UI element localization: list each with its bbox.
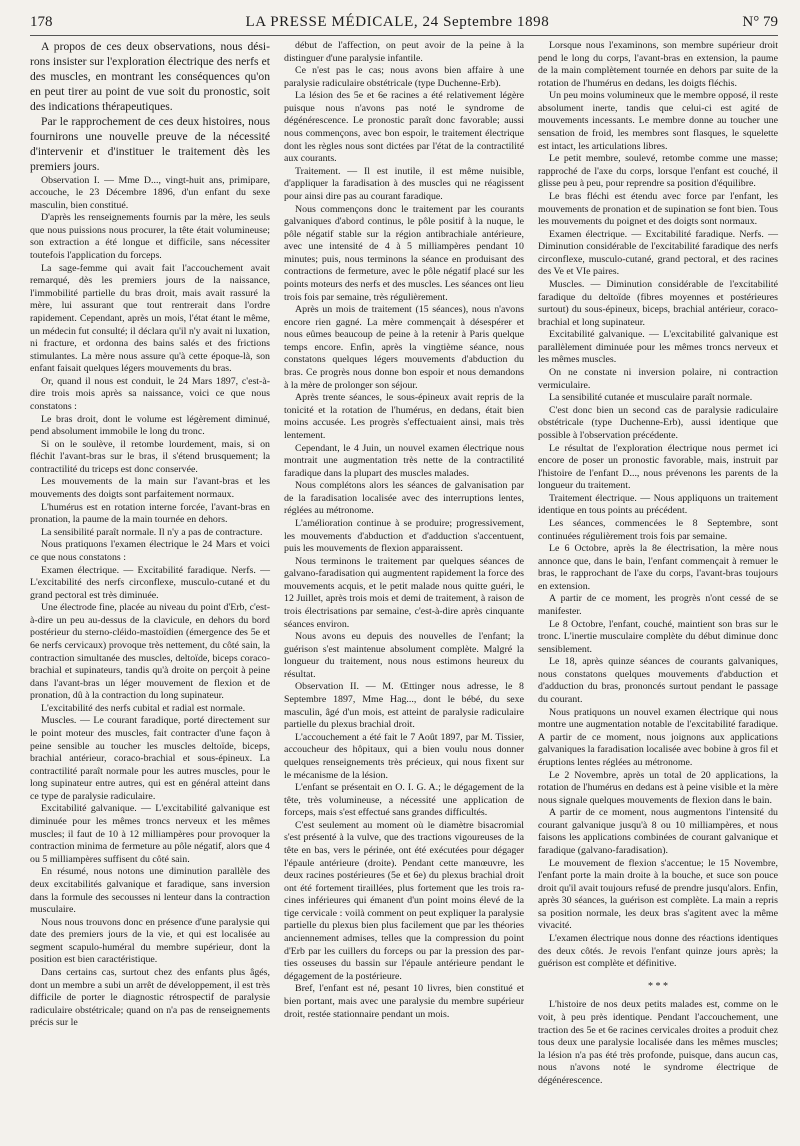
page-header (30, 14, 778, 36)
paragraph: Dans certains cas, surtout chez des enfants plus âgés, dont un membre a subi un arrêt de développement, il est très difficile de porter le diagnostic rétrospectif de paralysie radiculaire obstétricale; quand on n'a pas de renseignements précis sur le (30, 967, 270, 1029)
column-middle (284, 40, 524, 1088)
paragraph: Observation I. — Mme D..., vingt-huit ans, primipare, accouche, le 23 Décembre 1896, d'un enfant du sexe masculin, bien constitué. (30, 174, 270, 211)
column-left (30, 40, 270, 1088)
paragraph: début de l'affection, on peut avoir de la peine à la distinguer d'une paralysie infantile. (284, 40, 524, 64)
paragraph: L'excitabilité des nerfs cubital et radial est normale. (41, 702, 246, 714)
paragraph: Le 8 Octobre, l'enfant, couché, maintient son bras sur le tronc. L'inertie musculaire complète du début diminue donc sensiblement. (538, 618, 778, 655)
section-separator: * * * (648, 980, 668, 992)
paragraph: Muscles. — Le courant faradique, porté directement sur le point moteur des muscles, fait contracter d'une façon à peine sensible au toucher les muscles deltoïde, biceps, brachial antérieur, coraco-brachial et sous-épineux. La contractilité paraît normale pour les autres muscles, pour le long supinateur entre autres, qui est en général atteint dans ce type de paralysie radiculaire. (30, 715, 270, 802)
paragraph: La sensibilité cutanée et musculaire paraît normale. (549, 392, 753, 404)
paragraph: Traitement. — Il est inutile, il est même nuisible, d'appliquer la faradisation à des muscles qui ne réagissent pour ainsi dire pas au courant faradique. (284, 165, 524, 202)
paragraph: Un peu moins volumineux que le membre opposé, il reste absolument inerte, tandis que celui-ci est agité de mouvements incessants. Le membre donne au toucher une sensation de froid, les membres sont flasques, le squelette est intact, les articulations libres. (538, 90, 778, 152)
paragraph: C'est donc bien un second cas de paralysie radiculaire obstétricale (type Duchenne-Erb), aussi identique que possible à l'observation précédente. (538, 404, 778, 441)
paragraph: Or, quand il nous est conduit, le 24 Mars 1897, c'est-à-dire trois mois après sa naissance, voici ce que nous constatons : (30, 375, 270, 412)
paragraph: Nous pratiquons l'examen électrique le 24 Mars et voici ce que nous constatons : (30, 539, 270, 563)
paragraph: Nous complétons alors les séances de galvanisation par de la faradisation localisée avec des interruptions lentes, réglées au métronome. (284, 480, 524, 517)
paragraph: Traitement électrique. — Nous appliquons un traitement identique en tous points au précédent. (538, 492, 778, 517)
paragraph: Examen électrique. — Excitabilité faradique. Nerfs. — L'excitabilité des nerfs circonflexe, musculo-cutané et du grand pectoral est très diminuée. (30, 564, 270, 601)
paragraph: A propos de ces deux observations, nous désirons insister sur l'exploration électrique des nerfs et des muscles, en montrant les conséquences qu'on en peut tirer au point de vue soit du pronostic, soit des indications thérapeutiques. (30, 40, 270, 113)
paragraph: Le petit membre, soulevé, retombe comme une masse; rapproché de l'axe du corps, lorsque l'enfant est couché, il glisse peu à peu, pour reprendre sa position d'équilibre. (538, 153, 778, 190)
paragraph: A partir de ce moment, nous augmentons l'intensité du courant galvanique jusqu'à 8 ou 10 milliampères, et nous faisons les applications combinées de courant galvanique et faradique (galvano-faradisation). (538, 807, 778, 856)
paragraph: Lorsque nous l'examinons, son membre supérieur droit pend le long du corps, l'avant-bras en extension, la paume de la main complètement tournée en dehors par suite de la rotation de l'humérus en dedans, les doigts fléchis. (538, 40, 778, 89)
paragraph: L'humérus est en rotation interne forcée, l'avant-bras en pronation, la paume de la main tournée en dehors. (30, 501, 270, 526)
paragraph: D'après les renseignements fournis par la mère, les seuls que nous puissions nous procurer, la tête était volumineuse; son extraction a été longue et difficile, sans nécessiter toutefois l'application du forceps. (30, 212, 270, 262)
paragraph: Le 18, après quinze séances de courants galvaniques, nous constatons quelques mouvements d'abduction et d'adduction du bras, prononcés surtout pendant le passage du courant. (538, 656, 778, 706)
column-right (538, 40, 778, 1088)
issue-number: N° 79 (742, 14, 778, 30)
paragraph: Après trente séances, le sous-épineux avait repris de la tonicité et la rotation de l'humérus, en dedans, était bien moins accusée. Les progrès s'effectuaient ainsi, mais très lentement. (284, 392, 524, 441)
paragraph: L'enfant se présentait en O. I. G. A.; le dégagement de la tête, très volumineuse, a nécessité une application de forceps, mais s'est effectué sans grandes difficultés. (284, 782, 524, 819)
paragraph: La sensibilité paraît normale. Il n'y a pas de contracture. (41, 526, 263, 538)
paragraph: Les séances, commencées le 8 Septembre, sont continuées régulièrement trois fois par semaine. (538, 517, 778, 542)
paragraph: Excitabilité galvanique. — L'excitabilité galvanique est parallèlement diminuée pour les mêmes troncs nerveux et les mêmes muscles. (538, 329, 778, 366)
paragraph: Le bras droit, dont le volume est légèrement diminué, pend absolument immobile le long du tronc. (30, 413, 270, 438)
paragraph: L'accouchement a été fait le 7 Août 1897, par M. Tissier, accoucheur des hôpitaux, qui a bien voulu nous donner quelques renseignements très précieux, qui nous fixent sur le mécanisme de la lésion. (284, 731, 524, 781)
paragraph: Bref, l'enfant est né, pesant 10 livres, bien constitué et bien portant, mais avec une paralysie du membre supérieur droit, restée stationnaire pendant un mois. (284, 983, 524, 1020)
paragraph: Nous commençons donc le traitement par les courants galvaniques d'abord continus, le pôle positif à la nuque, le pôle négatif stable sur la région antibrachiale antérieure, avec une intensité de 4 à 5 milliampères pendant 10 minutes; puis, nous terminons la séance en produisant des contractions de fermeture, avec le pôle négatif placé sur les points moteurs des nerfs et des muscles. Les séances ont lieu trois fois par semaine, très régulièrement. (284, 203, 524, 303)
paragraph: Excitabilité galvanique. — L'excitabilité galvanique est diminuée pour les mêmes troncs nerveux et les mêmes muscles; il faut de 10 à 12 milliampères pour provoquer la contraction minima de fermeture au pôle négatif, alors que 4 ou 5 milliampères suffisent du côté sain. (30, 803, 270, 865)
text-columns (30, 40, 778, 1088)
paragraph: Une électrode fine, placée au niveau du point d'Erb, c'est-à-dire un peu au-dessus de la clavicule, en dehors du bord postérieur du sterno-cléido-mastoïdien (émergence des 5e et 6e nerfs cervicaux) provoque très nettement, du côté sain, la contraction simultanée des muscles, deltoïde, biceps coraco-brachial et supinateurs, tandis qu'à droite on perçoit à peine dans l'avant-bras un léger mouvement de flexion et de pronation, dû à la contraction du long supinateur. (30, 602, 270, 702)
paragraph: Après un mois de traitement (15 séances), nous n'avons encore rien gagné. La mère commençait à désespérer et nous eûmes beaucoup de peine à la retenir à Paris quelque temps encore. Enfin, après la vingtième séance, nous constatons quelques légers mouvements d'abduction du bras. Ce progrès nous donne bon espoir et nous demandons à la mère de prolonger son séjour. (284, 304, 524, 391)
paragraph: Le 6 Octobre, après la 8e électrisation, la mère nous annonce que, dans le bain, l'enfant commençait à remuer le bras, le rapprochant de l'axe du corps, l'avant-bras toujours en extension. (538, 543, 778, 592)
paragraph: Le résultat de l'exploration électrique nous permet ici encore de poser un pronostic favorable, mais, instruit par l'histoire de l'enfant D..., nous prévenons les parents de la longueur du traitement. (538, 442, 778, 492)
column-right-body (538, 40, 778, 971)
paragraph: Le mouvement de flexion s'accentue; le 15 Novembre, l'enfant porte la main droite à la bouche, et suce son pouce droit qu'il avait toujours refusé de prendre jusqu'alors. Enfin, après 30 séances, la guérison est complète. La main a repris sa position normale, les deux bras s'agitent avec la même vivacité. (538, 857, 778, 932)
paragraph: Muscles. — Diminution considérable de l'excitabilité faradique du deltoïde (fibres moyennes et postérieures surtout) du sous-épineux, biceps, brachial antérieur, coraco-brachial et long supinateur. (538, 278, 778, 328)
paragraph: La lésion des 5e et 6e racines a été relativement légère puisque nous n'avons pas noté le syndrome de dégénérescence. Le pronostic paraît donc favorable; aussi nous commençons, avec bon espoir, le traitement électrique dont les règles nous sont dictées par l'état de la contractilité aux courants. (284, 90, 524, 165)
paragraph: Nous avons eu depuis des nouvelles de l'enfant; la guérison s'est maintenue absolument complète. Malgré la longueur du traitement, nous nous estimons heureux du résultat. (284, 631, 524, 680)
paragraph: Nous nous trouvons donc en présence d'une paralysie qui date des premiers jours de la vie, et qui est localisée au segment scapulo-huméral du membre supérieur, dont la position est bien caractéristique. (30, 916, 270, 966)
paragraph: Le 2 Novembre, après un total de 20 applications, la rotation de l'humérus en dedans est à peine visible et la mère nous signale quelques mouvements de flexion dans le bain. (538, 769, 778, 806)
paragraph: L'amélioration continue à se produire; progressivement, les mouvements d'abduction et d'adduction s'accentuent, puis les mouvements de flexion apparaissent. (284, 517, 524, 555)
paragraph: Cependant, le 4 Juin, un nouvel examen électrique nous montrait une augmentation très nette de la contractilité faradique dans la plupart des muscles malades. (284, 442, 524, 479)
paragraph: La sage-femme qui avait fait l'accouchement avait remarqué, dès les premiers jours de la naissance, l'immobilité partielle du bras droit, mais avait rassuré la mère, lui assurant que tout rentrerait dans l'ordre rapidement. Cependant, après un mois, l'état étant le même, un médecin fut consulté; il déclara qu'il n'y avait ni luxation, ni fracture, et ordonna des bains salés et des frictions stimulantes. La mère nous assure qu'à cette époque-là, son enfant faisait quelques légers mouvements du bras. (30, 262, 270, 375)
paragraph: Observation II. — M. Œttinger nous adresse, le 8 Septembre 1897, Mme Hag..., dont le bébé, du sexe masculin, âgé d'un mois, est atteint de paralysie radiculaire partielle du plexus brachial droit. (284, 681, 524, 731)
paragraph: Ce n'est pas le cas; nous avons bien affaire à une paralysie radiculaire obstétricale (type Duchenne-Erb). (284, 65, 524, 89)
paragraph: Le bras fléchi est étendu avec force par l'enfant, les mouvements de pronation et de supination se font bien. Tous les mouvements du poignet et des doigts sont normaux. (538, 190, 778, 228)
paragraph: Nous pratiquons un nouvel examen électrique qui nous montre une augmentation notable de l'excitabilité faradique. A partir de ce moment, nous joignons aux applications galvaniques la faradisation localisée avec bobine à gros fil et éruptions lentes réglées au métronome. (538, 706, 778, 768)
journal-title: LA PRESSE MÉDICALE, 24 Septembre 1898 (245, 14, 550, 30)
paragraph: En résumé, nous notons une diminution parallèle des deux excitabilités galvanique et faradique, sans inversion dans la formule des secousses ni lenteur dans la contraction musculaire. (30, 866, 270, 916)
closing-paragraph: L'histoire de nos deux petits malades est, comme on le voit, à peu près identique. Pendant l'accouchement, une traction des 5e et 6e racines cervicales droites a produit chez tous deux une paralysie localisée dans les mêmes muscles; la lésion n'a pas été très profonde, puisque, dans aucun cas, nous n'avons noté le syndrome électrique de dégénérescence. (538, 999, 778, 1086)
paragraph: Par le rapprochement de ces deux histoires, nous fournirons une nouvelle preuve de la nécessité d'intervenir et d'instituer le traitement dès les premiers jours. (30, 114, 270, 173)
paragraph: Nous terminons le traitement par quelques séances de galvano-faradisation qui augmentent rapidement la force des mouvements acquis, et le petit malade nous quitte guéri, le 12 Juillet, après trois mois et demi de traitement, à raison de trois électrisations par semaine, c'est-à-dire après cinquante séances environ. (284, 555, 524, 630)
paragraph: Examen électrique. — Excitabilité faradique. Nerfs. — Diminution considérable de l'excitabilité faradique des nerfs circonflexe, musculo-cutané, grand pectoral, et des racines des Ve et VIe paires. (538, 228, 778, 278)
paragraph: C'est seulement au moment où le diamètre bisacromial s'est présenté à la vulve, que des tractions vigoureuses de la tête en bas, vers le périnée, ont été exécutées pour dégager l'épaule antérieure (droite). Pendant cette manœuvre, les deux racines postérieures (5e et 6e) du plexus brachial droit ont été fortement tiraillées, plus fortement que les trois racines inférieures qui émanent d'un point moins élevé de la tige cervicale : voilà comment on peut expliquer la paralysie partielle du plexus bien plus facilement que par les théories anciennement admises, telles que la compression du point d'Erb par les cuillers du forceps ou par la pression des parties osseuses du bassin sur l'épaule antérieure pendant le dégagement de la postérieure. (284, 819, 524, 982)
page-number: 178 (30, 14, 53, 30)
paragraph: L'examen électrique nous donne des réactions identiques des deux côtés. Je revois l'enfant quinze jours après; la guérison est complète et définitive. (538, 933, 778, 970)
paragraph: A partir de ce moment, les progrès n'ont cessé de se manifester. (538, 593, 778, 618)
paragraph: Si on le soulève, il retombe lourdement, mais, si on fléchit l'avant-bras sur le bras, il s'étend brusquement; la contractilité du triceps est donc conservée. (30, 438, 270, 475)
paragraph: On ne constate ni inversion polaire, ni contraction vermiculaire. (538, 367, 778, 391)
paragraph: Les mouvements de la main sur l'avant-bras et les mouvements des doigts sont parfaitement normaux. (30, 476, 270, 501)
